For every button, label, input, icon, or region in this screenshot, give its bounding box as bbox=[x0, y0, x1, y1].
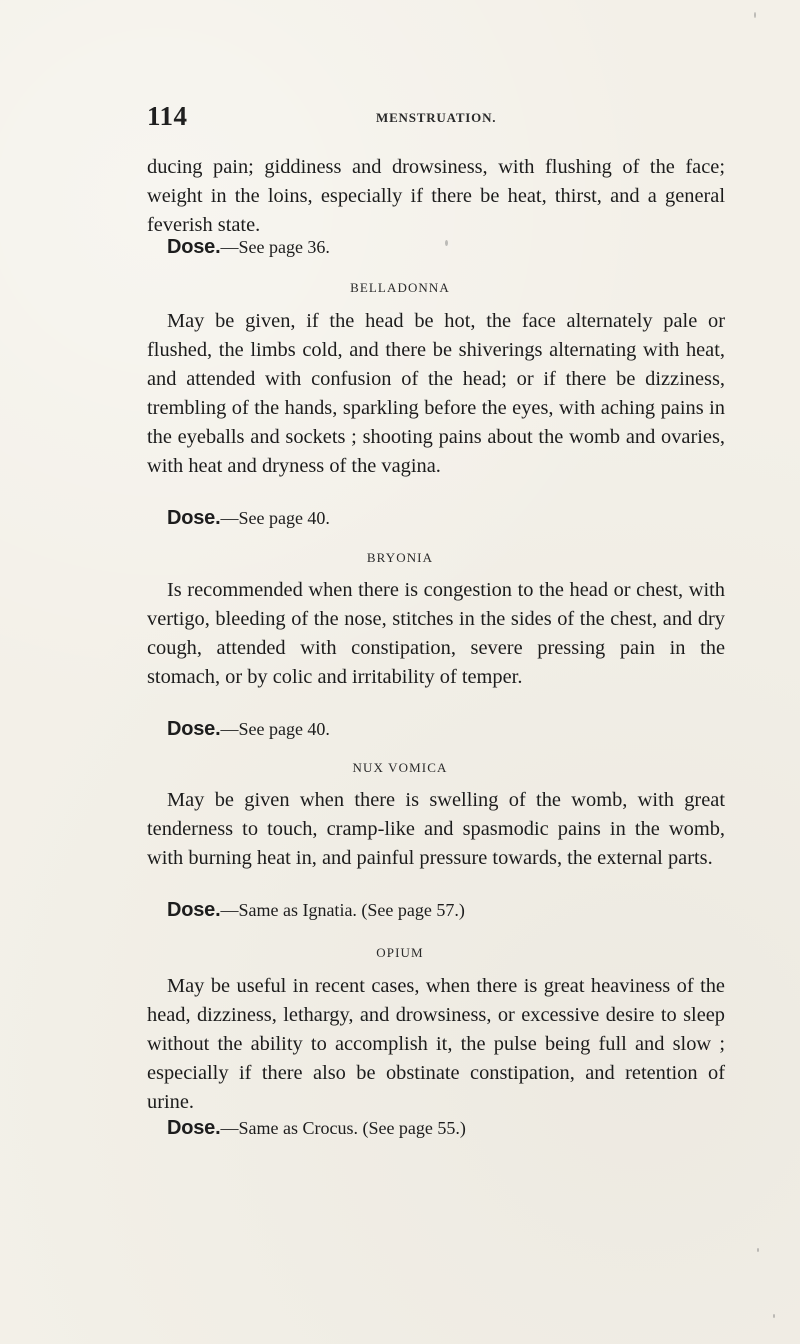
section-heading-bryonia: BRYONIA bbox=[366, 550, 434, 565]
dose-line bbox=[167, 1117, 466, 1140]
dose-line bbox=[167, 236, 330, 259]
dose-reference: —See page 40. bbox=[220, 719, 330, 739]
dose-line bbox=[167, 507, 330, 530]
paragraph-opium: May be useful in recent cases, when there is great heaviness of the head, dizziness, lethargy, and drowsiness, or excessive desire to sleep without the ability to accomplish it, the pulse being full and slow ; especially if there also be obstinate constipation, and retention of urine. bbox=[147, 975, 725, 1114]
dose-reference: —Same as Crocus. (See page 55.) bbox=[220, 1118, 466, 1138]
running-head bbox=[147, 101, 727, 131]
dose-line bbox=[167, 718, 330, 741]
page-number: 114 bbox=[147, 101, 188, 131]
section-heading-nux-vomica: NUX VOMICA bbox=[352, 760, 448, 775]
dose-label: Dose. bbox=[167, 507, 221, 529]
paper-speck bbox=[754, 12, 756, 18]
dose-label: Dose. bbox=[167, 718, 221, 740]
dose-label: Dose. bbox=[167, 899, 221, 921]
paper-speck bbox=[773, 1314, 775, 1318]
paragraph-belladonna: May be given, if the head be hot, the face alternately pale or flushed, the limbs cold, and there be shiverings alternating with heat, and attended with confusion of the head; or if there be dizziness, trembling of the hands, sparkling before the eyes, with aching pains in the eyeballs and sockets ; shooting pains about the womb and ovaries, with heat and dryness of the vagina. bbox=[147, 310, 725, 478]
dose-label: Dose. bbox=[167, 1117, 221, 1139]
section-heading-opium: OPIUM bbox=[376, 945, 424, 960]
dose-reference: —Same as Ignatia. (See page 57.) bbox=[220, 900, 465, 920]
running-title: MENSTRUATION. bbox=[376, 110, 497, 125]
paper-speck bbox=[445, 240, 448, 246]
dose-label: Dose. bbox=[167, 236, 221, 258]
paragraph-bryonia: Is recommended when there is congestion to the head or chest, with vertigo, bleeding of the nose, stitches in the sides of the chest, and dry cough, attended with constipation, severe pressing pain in the stomach, or by colic and irritability of temper. bbox=[147, 579, 725, 689]
paper-speck bbox=[757, 1248, 759, 1252]
section-heading-belladonna: BELLADONNA bbox=[350, 280, 450, 295]
continuation-paragraph: ducing pain; giddiness and drowsiness, with flushing of the face; weight in the loins, especially if there be heat, thirst, and a general feverish state. bbox=[147, 156, 725, 237]
dose-reference: —See page 40. bbox=[220, 508, 330, 528]
paragraph-nux-vomica: May be given when there is swelling of the womb, with great tenderness to touch, cramp-like and spasmodic pains in the womb, with burning heat in, and painful pressure towards, the external parts. bbox=[147, 789, 725, 870]
dose-reference: —See page 36. bbox=[220, 237, 330, 257]
dose-line bbox=[167, 899, 465, 922]
